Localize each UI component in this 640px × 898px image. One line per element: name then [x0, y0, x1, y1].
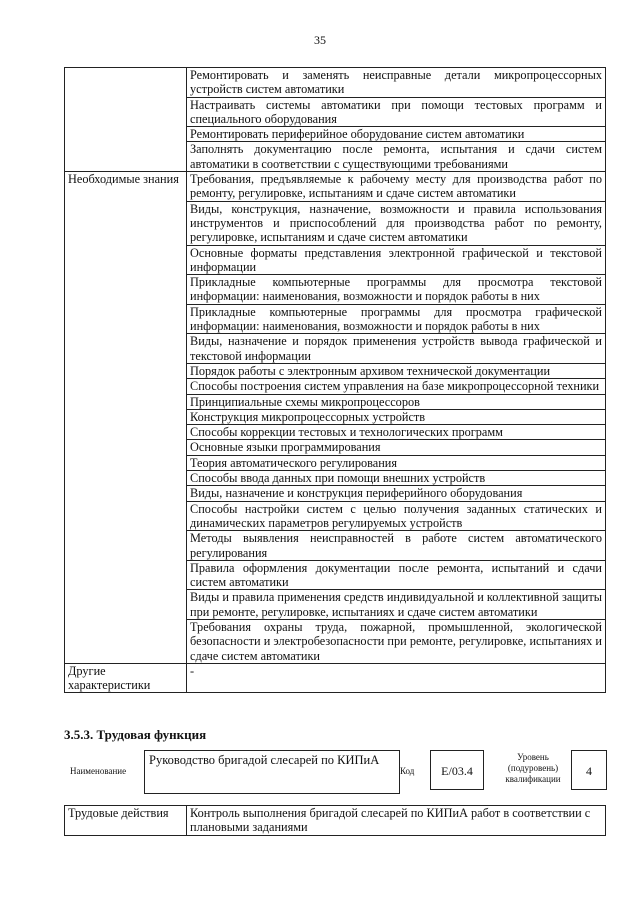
labor-function-header: [64, 750, 606, 794]
knowledge-item: Виды, назначение и порядок применения устройств вывода графической и текстовой информации: [187, 334, 606, 364]
knowledge-item: Способы ввода данных при помощи внешних устройств: [187, 471, 606, 486]
knowledge-item: Правила оформления документации после ремонта, испытаний и сдачи систем автоматики: [187, 560, 606, 590]
level-label: Уровень (подуровень) квалификации: [505, 752, 561, 784]
knowledge-item: Конструкция микропроцессорных устройств: [187, 409, 606, 424]
knowledge-item: Методы выявления неисправностей в работе систем автоматического регулирования: [187, 531, 606, 561]
labor-actions-table: [64, 805, 606, 836]
knowledge-item: Требования охраны труда, пожарной, промышленной, экологической безопасности и электробезопасности при ремонте, регулировке, испытаниях и сдаче систем автоматики: [187, 619, 606, 663]
name-value: Руководство бригадой слесарей по КИПиА: [144, 750, 400, 794]
knowledge-item: Способы настройки систем с целью получения заданных статических и динамических параметров регулируемых устройств: [187, 501, 606, 531]
other-characteristics-value: -: [187, 663, 606, 693]
code-label: Код: [400, 766, 415, 776]
labor-actions-label: Трудовые действия: [65, 806, 187, 836]
labor-action-item: Контроль выполнения бригадой слесарей по КИПиА работ в соответствии с плановыми заданиями: [187, 806, 606, 836]
knowledge-item: Основные форматы представления электронной графической и текстовой информации: [187, 245, 606, 275]
knowledge-item: Основные языки программирования: [187, 440, 606, 455]
other-characteristics-label: Другие характеристики: [65, 663, 187, 693]
skill-item: Заполнять документацию после ремонта, испытания и сдачи систем автоматики в соответствии с существующими требованиями: [187, 142, 606, 172]
table-row: [65, 68, 606, 98]
code-value: E/03.4: [430, 750, 484, 790]
knowledge-item: Виды, назначение и конструкция периферийного оборудования: [187, 486, 606, 501]
knowledge-item: Виды и правила применения средств индивидуальной и коллективной защиты при ремонте, регулировке, испытаниях и сдаче систем автоматики: [187, 590, 606, 620]
level-value: 4: [571, 750, 607, 790]
section-heading: 3.5.3. Трудовая функция: [64, 727, 207, 742]
table-row: [65, 172, 606, 202]
table-row: [65, 663, 606, 693]
name-label: Наименование: [70, 766, 127, 776]
knowledge-item: Требования, предъявляемые к рабочему месту для производства работ по ремонту, регулировке, испытаниям и сдаче систем автоматики: [187, 172, 606, 202]
knowledge-item: Прикладные компьютерные программы для просмотра текстовой информации: наименования, возможности и порядок работы в них: [187, 275, 606, 305]
knowledge-item: Способы построения систем управления на базе микропроцессорной техники: [187, 379, 606, 394]
knowledge-item: Порядок работы с электронным архивом технической документации: [187, 363, 606, 378]
knowledge-item: Теория автоматического регулирования: [187, 455, 606, 470]
page-number: 35: [314, 33, 326, 47]
knowledge-item: Прикладные компьютерные программы для просмотра графической информации: наименования, возможности и порядок работы в них: [187, 304, 606, 334]
knowledge-item: Способы коррекции тестовых и технологических программ: [187, 425, 606, 440]
knowledge-item: Принципиальные схемы микропроцессоров: [187, 394, 606, 409]
knowledge-label: Необходимые знания: [65, 172, 187, 664]
skills-knowledge-table: [64, 67, 606, 693]
skills-label-cell: [65, 68, 187, 172]
skill-item: Ремонтировать и заменять неисправные детали микропроцессорных устройств систем автоматики: [187, 68, 606, 98]
skill-item: Настраивать системы автоматики при помощи тестовых программ и специального оборудования: [187, 97, 606, 127]
table-row: [65, 806, 606, 836]
skill-item: Ремонтировать периферийное оборудование систем автоматики: [187, 127, 606, 142]
knowledge-item: Виды, конструкция, назначение, возможности и правила использования инструментов и приспособлений для производства работ по ремонту, регулировке, испытаниям и сдаче систем автоматики: [187, 201, 606, 245]
